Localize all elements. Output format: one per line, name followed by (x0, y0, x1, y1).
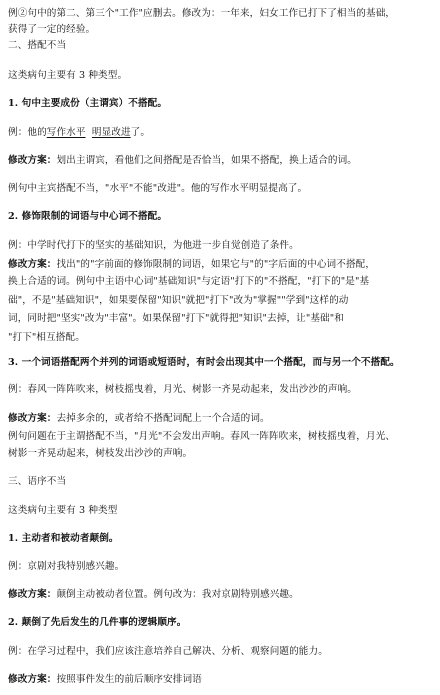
item-title: 2. 修饰限制的词语与中心词不搭配。 (8, 211, 168, 222)
item-title: 1. 主动者和被动者颠倒。 (8, 533, 119, 544)
explanation-text: 例句中主宾搭配不当，"水平"不能"改进"。他的写作水平明显提高了。 (8, 183, 308, 194)
underlined-subject: 写作水平 (46, 127, 86, 138)
explanation-text: 例句问题在于主谓搭配不当，"月光"不会发出声响。春风一阵阵吹来，树枝摇曳着，月光、 (8, 431, 396, 442)
plan-label: 修改方案： (8, 413, 57, 424)
section-heading-word-order: 三、语序不当 (8, 476, 67, 487)
plan-text-line: 础"，不是"基础知识"，如果要保留"知识"就把"打下"改为"掌握""学到"这样的动 (8, 295, 349, 306)
plan-label: 修改方案： (8, 155, 57, 166)
plan-text: 找出"的"字前面的修饰限制的词语，如果它与"的"字后面的中心词不搭配， (56, 259, 376, 270)
plan-text-line: "打下"相互搭配。 (8, 332, 85, 343)
plan-text: 按照事件发生的前后顺序安排词语 (56, 674, 202, 685)
plan-line (8, 413, 434, 425)
plan-line (8, 674, 434, 686)
explanation-text: 树影一齐晃动起来，树枝发出沙沙的声响。 (8, 448, 193, 459)
type-count-text: 这类病句主要有 3 种类型 (8, 505, 118, 516)
plan-text: 划出主谓宾，看他们之间搭配是否恰当，如果不搭配，换上适合的词。 (56, 155, 357, 166)
example-sentence: 例：春风一阵阵吹来，树枝摇曳着，月光、树影一齐晃动起来，发出沙沙的声响。 (8, 384, 357, 395)
type-count-text: 这类病句主要有 3 种类型。 (8, 70, 128, 81)
plan-text: 颠倒主动被动者位置。例句改为：我对京剧特别感兴趣。 (56, 589, 299, 600)
item-title: 1. 句中主要成份（主谓宾）不搭配。 (8, 98, 168, 109)
example-sentence (8, 127, 434, 139)
intro-line-1: 例②句中的第二、第三个"工作"应删去。修改为：一年来，妇女工作已打下了相当的基础， (8, 8, 396, 19)
plan-line (8, 259, 434, 271)
plan-text: 去掉多余的，或者给不搭配词配上一个合适的词。 (56, 413, 270, 424)
example-sentence: 例：京剧对我特别感兴趣。 (8, 561, 125, 572)
section-heading-collocation: 二、搭配不当 (8, 40, 67, 51)
example-sentence: 例：在学习过程中，我们应该注意培养自己解决、分析、观察问题的能力。 (8, 646, 328, 657)
item-title: 2. 颠倒了先后发生的几件事的逻辑顺序。 (8, 617, 187, 628)
example-prefix: 例：他的 (8, 127, 47, 138)
intro-line-2: 获得了一定的经验。 (8, 24, 96, 35)
plan-line (8, 589, 434, 601)
plan-label: 修改方案： (8, 589, 57, 600)
example-suffix: 了。 (130, 127, 151, 138)
plan-text-line: 词，同时把"坚实"改为"丰富"。如果保留"打下"就得把"知识"去掉，让"基础"和 (8, 313, 344, 324)
item-title: 3. 一个词语搭配两个并列的词语或短语时，有时会出现其中一个搭配，而与另一个不搭配。 (8, 357, 400, 368)
example-sentence: 例：中学时代打下的坚实的基础知识，为他进一步自觉创造了条件。 (8, 240, 299, 251)
plan-text-line: 换上合适的词。例句中主语中心词"基础知识"与定语"打下的"不搭配，"打下的"是"基 (8, 276, 370, 287)
plan-label: 修改方案： (8, 259, 57, 270)
plan-line (8, 155, 434, 167)
underlined-predicate: 明显改进 (91, 127, 131, 138)
plan-label: 修改方案： (8, 674, 57, 685)
